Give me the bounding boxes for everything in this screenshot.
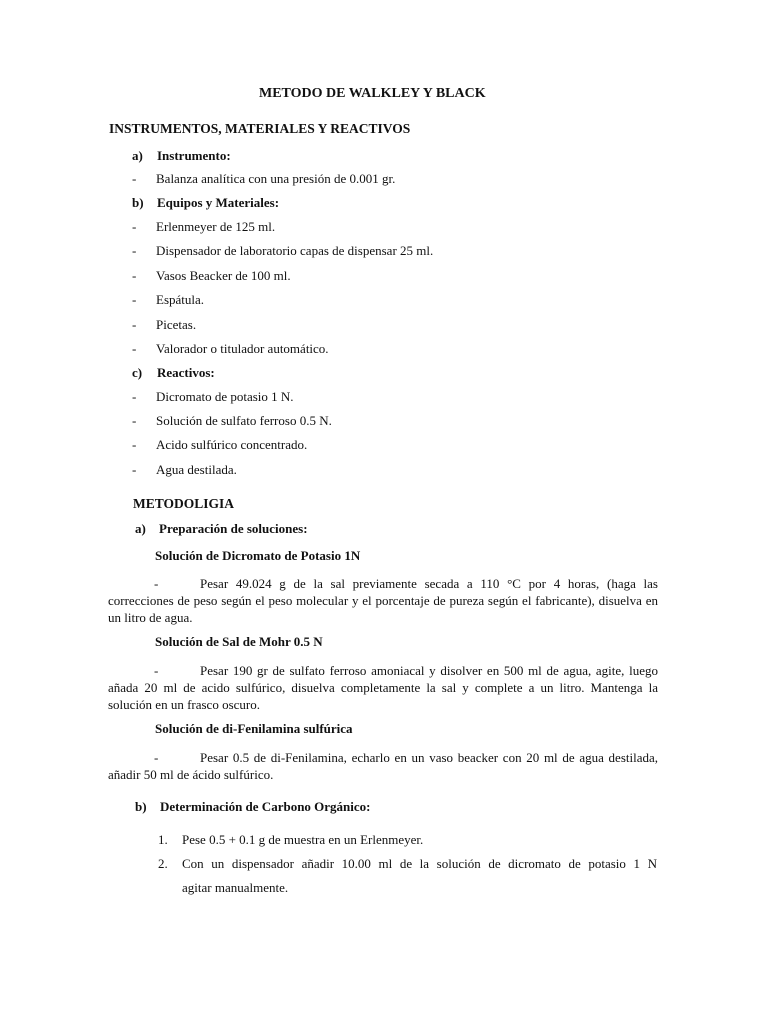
subsection-marker-instrumento: a) (132, 148, 143, 163)
paragraph-bullet: - (154, 576, 159, 591)
subsection-marker-determinacion: b) (135, 799, 147, 814)
list-bullet: - (132, 413, 137, 428)
solution-heading-difenilamina: Solución de di-Fenilamina sulfúrica (155, 721, 353, 736)
paragraph-bullet: - (154, 663, 159, 678)
solution-heading-dicromato: Solución de Dicromato de Potasio 1N (155, 548, 361, 563)
list-item: Picetas. (156, 317, 197, 332)
paragraph-text: Pesar 49.024 g de la sal previamente secada a 110 °C por 4 horas, (haga las correcciones de peso según el peso molecular y el porcentaje de pureza según el fabricante), disuelva en un litro de agua. (108, 576, 658, 625)
subsection-label-equipos: Equipos y Materiales: (157, 195, 280, 210)
document-title: METODO DE WALKLEY Y BLACK (259, 86, 486, 101)
list-item: Espátula. (156, 292, 205, 307)
step-text: Con un dispensador añadir 10.00 ml de la solución de dicromato de potasio 1 N (182, 856, 657, 871)
list-bullet: - (132, 171, 137, 186)
subsection-label-instrumento: Instrumento: (157, 148, 231, 163)
solution-paragraph-dicromato (108, 575, 658, 626)
list-bullet: - (132, 243, 137, 258)
list-item: Vasos Beacker de 100 ml. (156, 268, 291, 283)
list-item: Agua destilada. (156, 462, 237, 477)
subsection-label-determinacion: Determinación de Carbono Orgánico: (160, 799, 371, 814)
step-number: 1. (158, 832, 168, 847)
subsection-marker-preparacion: a) (135, 521, 146, 536)
list-item: Valorador o titulador automático. (156, 341, 329, 356)
list-bullet: - (132, 462, 137, 477)
step-text-continuation: agitar manualmente. (182, 880, 289, 895)
step-text: Pese 0.5 + 0.1 g de muestra en un Erlenmeyer. (182, 832, 424, 847)
section-heading-methodology: METODOLIGIA (133, 496, 235, 511)
list-item: Dispensador de laboratorio capas de dispensar 25 ml. (156, 243, 434, 258)
list-item: Acido sulfúrico concentrado. (156, 437, 308, 452)
subsection-label-reactivos: Reactivos: (157, 365, 215, 380)
solution-heading-mohr: Solución de Sal de Mohr 0.5 N (155, 634, 323, 649)
list-bullet: - (132, 268, 137, 283)
paragraph-text: Pesar 0.5 de di-Fenilamina, echarlo en un vaso beacker con 20 ml de agua destilada, añadir 50 ml de ácido sulfúrico. (108, 750, 658, 782)
paragraph-text: Pesar 190 gr de sulfato ferroso amoniacal y disolver en 500 ml de agua, agite, luego añada 20 ml de acido sulfúrico, disuelva completamente la sal y complete a un litro. Mantenga la solución en un frasco oscuro. (108, 663, 658, 712)
list-item: Erlenmeyer de 125 ml. (156, 219, 276, 234)
list-item: Balanza analítica con una presión de 0.001 gr. (156, 171, 396, 186)
subsection-marker-equipos: b) (132, 195, 144, 210)
list-bullet: - (132, 219, 137, 234)
section-heading-instruments: INSTRUMENTOS, MATERIALES Y REACTIVOS (109, 121, 411, 136)
subsection-label-preparacion: Preparación de soluciones: (159, 521, 308, 536)
solution-paragraph-difenilamina (108, 749, 658, 783)
paragraph-bullet: - (154, 750, 159, 765)
list-bullet: - (132, 437, 137, 452)
list-bullet: - (132, 389, 137, 404)
solution-paragraph-mohr (108, 662, 658, 713)
list-bullet: - (132, 317, 137, 332)
step-number: 2. (158, 856, 168, 871)
list-bullet: - (132, 292, 137, 307)
subsection-marker-reactivos: c) (132, 365, 143, 380)
list-item: Dicromato de potasio 1 N. (156, 389, 294, 404)
list-item: Solución de sulfato ferroso 0.5 N. (156, 413, 332, 428)
list-bullet: - (132, 341, 137, 356)
